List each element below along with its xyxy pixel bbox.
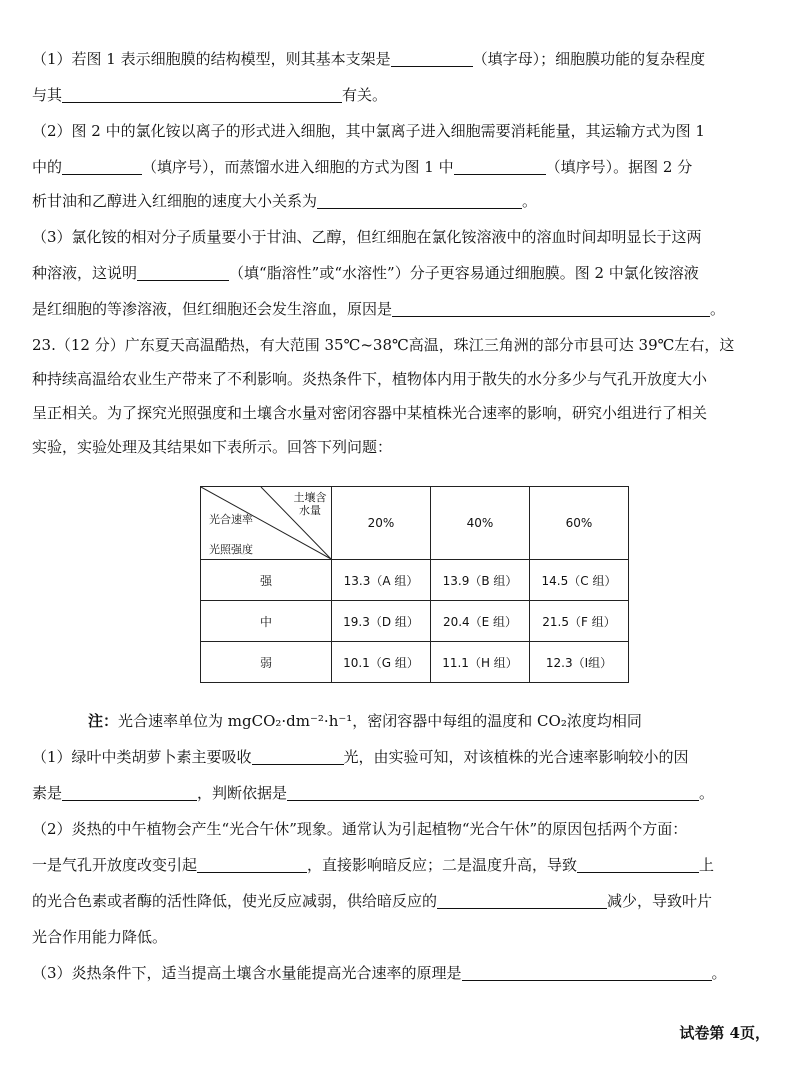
answer-blank[interactable] bbox=[62, 158, 142, 175]
q23-sub1-line1: （1）绿叶中类胡萝卜素主要吸收 光，由实验可知，对该植株的光合速率影响较小的因 bbox=[32, 748, 689, 766]
row-label: 强 bbox=[201, 560, 332, 601]
q22-part3-line3: 是红细胞的等渗溶液，但红细胞还会发生溶血，原因是 。 bbox=[32, 300, 726, 318]
corner-soil-label: 土壤含水量 bbox=[293, 491, 327, 517]
table-cell: 20.4（E 组） bbox=[431, 601, 530, 642]
table-cell: 12.3（Ⅰ组） bbox=[530, 642, 629, 683]
q23-sub2-line4: 光合作用能力降低。 bbox=[32, 928, 168, 946]
q22-part2-line3: 析甘油和乙醇进入红细胞的速度大小关系为 。 bbox=[32, 192, 538, 210]
row-label: 中 bbox=[201, 601, 332, 642]
corner-rate-label: 光合速率 bbox=[209, 513, 253, 526]
q23-intro-line2: 种持续高温给农业生产带来了不利影响。炎热条件下，植物体内用于散失的水分多少与气孔开放度大小 bbox=[32, 370, 708, 388]
table-cell: 21.5（F 组） bbox=[530, 601, 629, 642]
table-cell: 14.5（C 组） bbox=[530, 560, 629, 601]
q22-part1-line2: 与其 有关。 bbox=[32, 86, 388, 104]
answer-blank[interactable] bbox=[287, 784, 699, 801]
answer-blank[interactable] bbox=[437, 892, 607, 909]
q23-sub2-line2: 一是气孔开放度改变引起 ，直接影响暗反应；二是温度升高，导致 上 bbox=[32, 856, 715, 874]
table-cell: 19.3（D 组） bbox=[332, 601, 431, 642]
answer-blank[interactable] bbox=[391, 50, 473, 67]
corner-light-label: 光照强度 bbox=[209, 543, 253, 556]
q23-sub2-line1: （2）炎热的中午植物会产生“光合午休”现象。通常认为引起植物“光合午休”的原因包括两个方面： bbox=[32, 820, 688, 838]
column-header: 40% bbox=[431, 487, 530, 560]
answer-blank[interactable] bbox=[462, 964, 712, 981]
experiment-table bbox=[200, 486, 629, 683]
answer-blank[interactable] bbox=[197, 856, 307, 873]
q22-part2-line2: 中的 （填序号），而蒸馏水进入细胞的方式为图 1 中 （填序号）。据图 2 分 bbox=[32, 158, 693, 176]
q23-intro-line4: 实验，实验处理及其结果如下表所示。回答下列问题： bbox=[32, 438, 393, 456]
answer-blank[interactable] bbox=[454, 158, 546, 175]
table-cell: 10.1（G 组） bbox=[332, 642, 431, 683]
results-table bbox=[200, 486, 629, 683]
answer-blank[interactable] bbox=[392, 300, 710, 317]
answer-blank[interactable] bbox=[62, 86, 342, 103]
answer-blank[interactable] bbox=[137, 264, 229, 281]
page-footer: 试卷第 4页， bbox=[679, 1024, 770, 1042]
q23-sub1-line2: 素是 ，判断依据是 。 bbox=[32, 784, 715, 802]
q22-part3-line2: 种溶液，这说明 （填“脂溶性”或“水溶性”）分子更容易通过细胞膜。图 2 中氯化铵溶液 bbox=[32, 264, 699, 282]
column-header: 20% bbox=[332, 487, 431, 560]
column-header: 60% bbox=[530, 487, 629, 560]
table-header-row bbox=[201, 487, 629, 560]
q22-part2-line1: （2）图 2 中的氯化铵以离子的形式进入细胞，其中氯离子进入细胞需要消耗能量，其运输方式为图 1 bbox=[32, 122, 705, 140]
q23-intro-line3: 呈正相关。为了探究光照强度和土壤含水量对密闭容器中某植株光合速率的影响，研究小组进行了相关 bbox=[32, 404, 708, 422]
row-label: 弱 bbox=[201, 642, 332, 683]
q23-sub3-line1: （3）炎热条件下，适当提高土壤含水量能提高光合速率的原理是 。 bbox=[32, 964, 727, 982]
q23-intro-line1: 23.（12 分）广东夏天高温酷热，有大范围 35℃~38℃高温，珠江三角洲的部分市县可达 39℃左右，这 bbox=[32, 336, 735, 354]
answer-blank[interactable] bbox=[62, 784, 197, 801]
table-cell: 13.9（B 组） bbox=[431, 560, 530, 601]
table-row bbox=[201, 601, 629, 642]
table-cell: 11.1（H 组） bbox=[431, 642, 530, 683]
q23-sub2-line3: 的光合色素或者酶的活性降低，使光反应减弱，供给暗反应的 减少，导致叶片 bbox=[32, 892, 713, 910]
table-row bbox=[201, 642, 629, 683]
table-row bbox=[201, 560, 629, 601]
answer-blank[interactable] bbox=[252, 748, 344, 765]
answer-blank[interactable] bbox=[577, 856, 699, 873]
q22-part1-line1: （1）若图 1 表示细胞膜的结构模型，则其基本支架是 （填字母）；细胞膜功能的复杂程度 bbox=[32, 50, 706, 68]
table-corner-cell bbox=[201, 487, 332, 560]
table-note: 注：光合速率单位为 mgCO₂·dm⁻²·h⁻¹，密闭容器中每组的温度和 CO₂浓度均相同 bbox=[88, 712, 642, 730]
q22-part3-line1: （3）氯化铵的相对分子质量要小于甘油、乙醇，但红细胞在氯化铵溶液中的溶血时间却明显长于这两 bbox=[32, 228, 702, 246]
table-cell: 13.3（A 组） bbox=[332, 560, 431, 601]
answer-blank[interactable] bbox=[317, 192, 522, 209]
